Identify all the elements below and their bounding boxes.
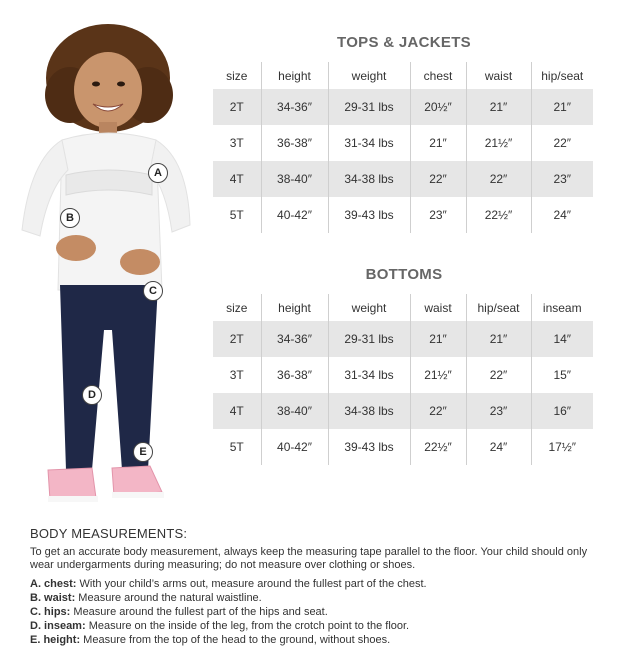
header-cell: hip/seat bbox=[541, 68, 584, 83]
header-cell: height bbox=[261, 62, 328, 89]
marker-c: C bbox=[143, 281, 163, 301]
table-cell: 21½″ bbox=[410, 357, 466, 393]
measurement-intro: To get an accurate body measurement, always keep the measuring tape parallel to the floor. Your child should only wear undergarments during measuring; do not measure over clothing or shoes. bbox=[30, 546, 588, 571]
table-cell: 5T bbox=[213, 197, 261, 233]
bottoms-size-table bbox=[213, 294, 593, 465]
table-cell: 22½″ bbox=[410, 429, 466, 465]
header-cell: chest bbox=[410, 62, 466, 89]
table-cell: 16″ bbox=[531, 393, 593, 429]
table-cell: 39-43 lbs bbox=[328, 197, 410, 233]
definition-hips: C. hips: Measure around the fullest part of the hips and seat. bbox=[30, 606, 328, 618]
table-cell: 23″ bbox=[466, 393, 531, 429]
table-row bbox=[213, 357, 593, 393]
table-cell: 4T bbox=[213, 161, 261, 197]
header-cell: size bbox=[213, 294, 261, 321]
header-cell: waist bbox=[466, 62, 531, 89]
table-cell: 21½″ bbox=[466, 125, 531, 161]
table-row bbox=[213, 321, 593, 357]
body-measurements-heading: BODY MEASUREMENTS: bbox=[30, 526, 188, 541]
table-cell: 22″ bbox=[466, 357, 531, 393]
tops-title: TOPS & JACKETS bbox=[337, 34, 471, 51]
table-cell: 34-38 lbs bbox=[328, 393, 410, 429]
header-cell: waist bbox=[410, 294, 466, 321]
table-cell: 15″ bbox=[553, 368, 572, 382]
table-cell: 20½″ bbox=[410, 89, 466, 125]
header-cell: height bbox=[261, 294, 328, 321]
table-row bbox=[213, 125, 593, 161]
marker-a: A bbox=[148, 163, 168, 183]
header-cell: hip/seat bbox=[466, 294, 531, 321]
table-cell: 31-34 lbs bbox=[328, 357, 410, 393]
table-cell: 2T bbox=[213, 89, 261, 125]
bottoms-title: BOTTOMS bbox=[365, 266, 443, 283]
header-cell: weight bbox=[328, 294, 410, 321]
measurement-definitions bbox=[30, 577, 610, 647]
table-cell: 22″ bbox=[410, 393, 466, 429]
table-cell: 40-42″ bbox=[261, 429, 328, 465]
child-model-illustration bbox=[0, 0, 215, 520]
table-row bbox=[213, 429, 593, 465]
table-cell: 24″ bbox=[553, 208, 572, 222]
table-cell: 21″ bbox=[466, 89, 531, 125]
table-row bbox=[213, 393, 593, 429]
table-cell: 31-34 lbs bbox=[328, 125, 410, 161]
table-row bbox=[213, 161, 593, 197]
tops-size-table bbox=[213, 62, 593, 233]
table-cell: 23″ bbox=[410, 197, 466, 233]
table-cell: 36-38″ bbox=[261, 125, 328, 161]
table-header-row bbox=[213, 62, 593, 89]
table-cell: 39-43 lbs bbox=[328, 429, 410, 465]
table-cell: 24″ bbox=[466, 429, 531, 465]
table-cell: 17½″ bbox=[548, 440, 577, 454]
table-cell: 3T bbox=[213, 357, 261, 393]
marker-e: E bbox=[133, 442, 153, 462]
marker-b: B bbox=[60, 208, 80, 228]
table-cell: 22″ bbox=[553, 136, 572, 150]
table-cell: 5T bbox=[213, 429, 261, 465]
table-cell: 21″ bbox=[410, 321, 466, 357]
table-cell: 34-38 lbs bbox=[328, 161, 410, 197]
table-cell: 38-40″ bbox=[261, 393, 328, 429]
table-cell: 22″ bbox=[466, 161, 531, 197]
definition-inseam: D. inseam: Measure on the inside of the leg, from the crotch point to the floor. bbox=[30, 620, 410, 632]
table-cell: 14″ bbox=[531, 321, 593, 357]
header-cell: weight bbox=[328, 62, 410, 89]
table-cell: 2T bbox=[213, 321, 261, 357]
table-cell: 4T bbox=[213, 393, 261, 429]
table-row bbox=[213, 197, 593, 233]
table-cell: 36-38″ bbox=[261, 357, 328, 393]
header-cell: inseam bbox=[542, 300, 582, 315]
child-model-image bbox=[0, 0, 215, 520]
table-row bbox=[213, 89, 593, 125]
table-cell: 29-31 lbs bbox=[328, 89, 410, 125]
definition-height: E. height: Measure from the top of the head to the ground, without shoes. bbox=[30, 634, 391, 646]
definition-waist: B. waist: Measure around the natural waistline. bbox=[30, 592, 262, 604]
table-cell: 40-42″ bbox=[261, 197, 328, 233]
table-cell: 3T bbox=[213, 125, 261, 161]
table-cell: 21″ bbox=[466, 321, 531, 357]
table-cell: 22½″ bbox=[466, 197, 531, 233]
table-cell: 29-31 lbs bbox=[328, 321, 410, 357]
marker-d: D bbox=[82, 385, 102, 405]
table-header-row bbox=[213, 294, 593, 321]
table-cell: 23″ bbox=[531, 161, 593, 197]
table-cell: 21″ bbox=[531, 89, 593, 125]
table-cell: 38-40″ bbox=[261, 161, 328, 197]
table-cell: 22″ bbox=[410, 161, 466, 197]
table-cell: 34-36″ bbox=[261, 89, 328, 125]
definition-chest: A. chest: With your child’s arms out, measure around the fullest part of the chest. bbox=[30, 578, 427, 590]
table-cell: 34-36″ bbox=[261, 321, 328, 357]
table-cell: 21″ bbox=[410, 125, 466, 161]
header-cell: size bbox=[213, 62, 261, 89]
